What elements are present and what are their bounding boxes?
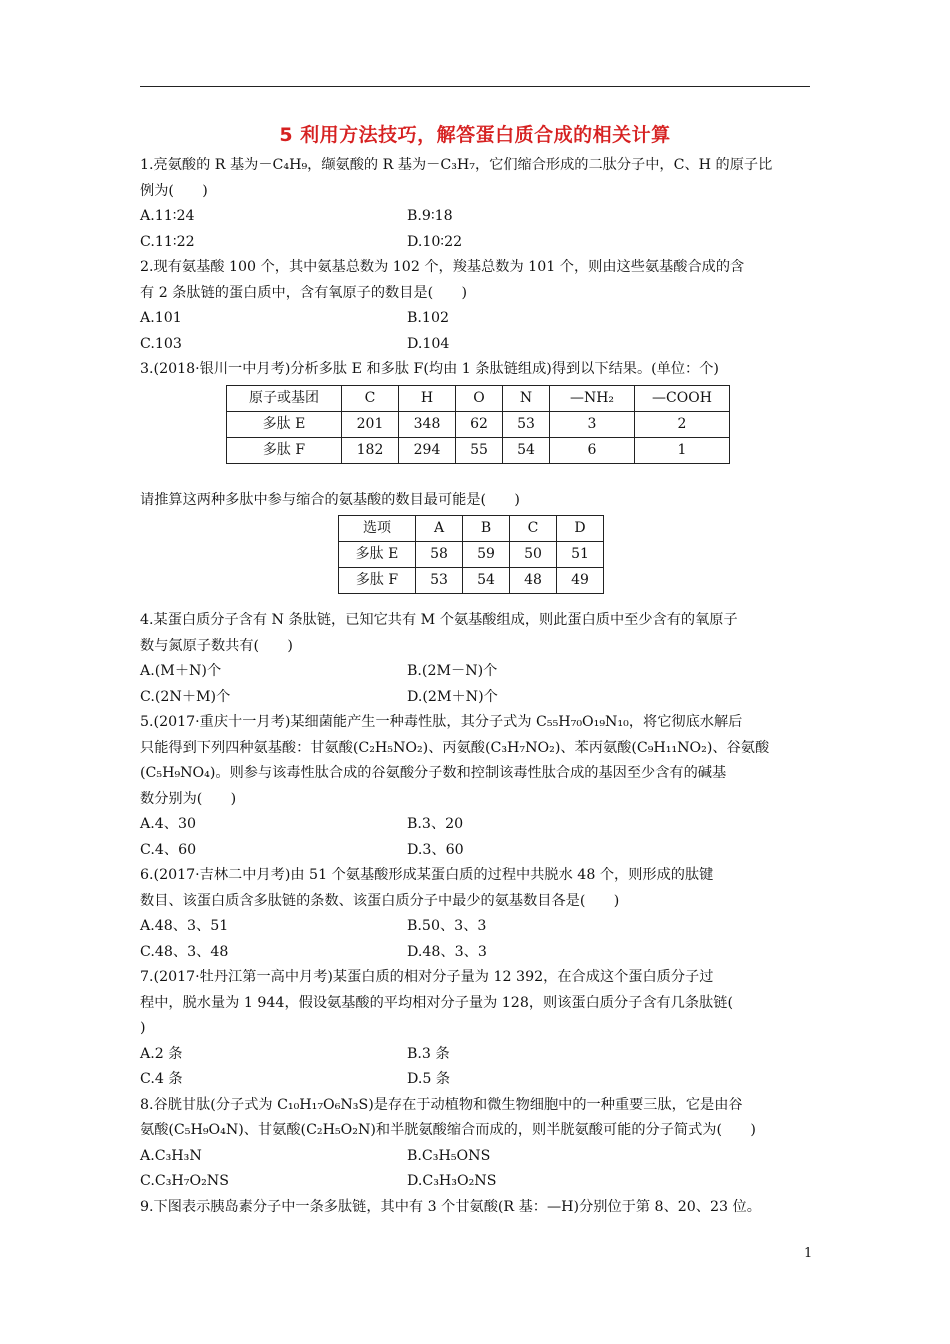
- option-b: B.102: [407, 310, 450, 326]
- table-header-cell: C: [342, 385, 399, 411]
- option-b: B.(2M－N)个: [407, 663, 498, 679]
- table-header-cell: 选项: [339, 516, 416, 542]
- spacer: [140, 464, 812, 488]
- answer-options-table: [338, 515, 604, 594]
- option-c: C.4、60: [140, 841, 197, 858]
- question-2-stem-2: 有 2 条肽链的蛋白质中，含有氧原子的数目是( ): [140, 284, 468, 301]
- option-c: C.(2N＋M)个: [140, 688, 231, 705]
- option-b: B.C₃H₅ONS: [407, 1147, 491, 1164]
- table-row: [339, 568, 604, 594]
- table-cell: 54: [503, 437, 550, 463]
- question-2: [140, 255, 812, 357]
- table-cell: 59: [463, 542, 510, 568]
- question-3: [140, 357, 812, 608]
- question-7: [140, 965, 812, 1093]
- question-5-options: [140, 812, 812, 863]
- question-1: [140, 153, 812, 255]
- table-cell: 49: [557, 568, 604, 594]
- question-2-stem-1: 2.现有氨基酸 100 个，其中氨基总数为 102 个，羧基总数为 101 个，则由这些氨基酸合成的含: [140, 259, 745, 275]
- table-row: [227, 437, 730, 463]
- table-cell: 55: [456, 437, 503, 463]
- table-cell: 50: [510, 542, 557, 568]
- table-cell: 53: [416, 568, 463, 594]
- option-d: D.3、60: [407, 841, 464, 858]
- question-5-stem-3: (C₅H₉NO₄)。则参与该毒性肽合成的谷氨酸分子数和控制该毒性肽合成的基因至少含有的碱基: [140, 765, 727, 781]
- option-a: A.101: [140, 310, 182, 326]
- question-7-stem-3: ): [140, 1020, 146, 1036]
- table-cell: 多肽 E: [227, 411, 342, 437]
- option-b: B.3 条: [407, 1045, 450, 1062]
- table-header-cell: B: [463, 516, 510, 542]
- table-header-cell: N: [503, 385, 550, 411]
- option-b: B.50、3、3: [407, 918, 487, 934]
- question-7-options: [140, 1042, 812, 1093]
- composition-table: [226, 385, 730, 464]
- question-3-stem-2: 请推算这两种多肽中参与缩合的氨基酸的数目最可能是( ): [140, 491, 520, 508]
- table-cell: 348: [399, 411, 456, 437]
- option-a: A.2 条: [140, 1045, 183, 1062]
- question-6: [140, 863, 812, 965]
- question-5: [140, 710, 812, 863]
- table-cell: 3: [550, 411, 635, 437]
- table-cell: 51: [557, 542, 604, 568]
- option-a: A.48、3、51: [140, 918, 229, 934]
- question-3-stem-1: 3.(2018·银川一中月考)分析多肽 E 和多肽 F(均由 1 条肽链组成)得到以下结果。(单位：个): [140, 361, 719, 377]
- option-a: A.4、30: [140, 816, 197, 832]
- table-header-cell: A: [416, 516, 463, 542]
- question-8-stem-1: 8.谷胱甘肽(分子式为 C₁₀H₁₇O₆N₃S)是存在于动植物和微生物细胞中的一种重要三肽，它是由谷: [140, 1096, 743, 1113]
- question-4: [140, 608, 812, 710]
- table-header-cell: —NH₂: [550, 385, 635, 411]
- question-9-stem-1: 9.下图表示胰岛素分子中一条多肽链，其中有 3 个甘氨酸(R 基：—H)分别位于第 8、20、23 位。: [140, 1198, 761, 1215]
- option-c: C.4 条: [140, 1071, 183, 1087]
- question-body: [140, 153, 812, 1220]
- table-cell: 多肽 F: [227, 437, 342, 463]
- option-d: D.C₃H₃O₂NS: [407, 1173, 497, 1189]
- question-5-stem-2: 只能得到下列四种氨基酸：甘氨酸(C₂H₅NO₂)、丙氨酸(C₃H₇NO₂)、苯丙氨酸(C₉H₁₁NO₂)、谷氨酸: [140, 739, 770, 756]
- question-8-options: [140, 1144, 812, 1195]
- option-c: C.11∶22: [140, 233, 195, 250]
- question-6-stem-2: 数目、该蛋白质含多肽链的条数、该蛋白质分子中最少的氨基数目各是( ): [140, 892, 620, 909]
- question-1-stem-1: 1.亮氨酸的 R 基为－C₄H₉，缬氨酸的 R 基为－C₃H₇，它们缩合形成的二肽分子中，C、H 的原子比: [140, 157, 773, 173]
- option-a: A.(M＋N)个: [140, 663, 222, 679]
- question-1-options: [140, 204, 812, 255]
- question-5-stem-4: 数分别为( ): [140, 790, 237, 807]
- table-header-row: [227, 385, 730, 411]
- question-8-stem-2: 氨酸(C₅H₉O₄N)、甘氨酸(C₂H₅O₂N)和半胱氨酸缩合而成的，则半胱氨酸可能的分子简式为( ): [140, 1122, 756, 1138]
- table-cell: 6: [550, 437, 635, 463]
- question-7-stem-1: 7.(2017·牡丹江第一高中月考)某蛋白质的相对分子量为 12 392，在合成这个蛋白质分子过: [140, 969, 714, 985]
- table-cell: 多肽 F: [339, 568, 416, 594]
- table-cell: 53: [503, 411, 550, 437]
- table-header-cell: —COOH: [635, 385, 730, 411]
- option-d: D.10∶22: [407, 233, 463, 250]
- option-b: B.9∶18: [407, 208, 453, 224]
- question-8: [140, 1093, 812, 1195]
- table-cell: 54: [463, 568, 510, 594]
- table-cell: 182: [342, 437, 399, 463]
- question-4-options: [140, 659, 812, 710]
- table-cell: 1: [635, 437, 730, 463]
- table-row: [339, 542, 604, 568]
- table-header-cell: 原子或基团: [227, 385, 342, 411]
- table-header-cell: H: [399, 385, 456, 411]
- option-d: D.(2M＋N)个: [407, 688, 498, 705]
- table-header-cell: C: [510, 516, 557, 542]
- spacer: [140, 594, 812, 608]
- question-7-stem-2: 程中，脱水量为 1 944，假设氨基酸的平均相对分子量为 128，则该蛋白质分子含有几条肽链(: [140, 994, 734, 1011]
- table-cell: 201: [342, 411, 399, 437]
- question-1-stem-2: 例为( ): [140, 182, 208, 199]
- question-4-stem-1: 4.某蛋白质分子含有 N 条肽链，已知它共有 M 个氨基酸组成，则此蛋白质中至少含有的氧原子: [140, 612, 738, 628]
- table-header-cell: O: [456, 385, 503, 411]
- question-9: [140, 1195, 812, 1221]
- question-5-stem-1: 5.(2017·重庆十一月考)某细菌能产生一种毒性肽，其分子式为 C₅₅H₇₀O₁₉N₁₀，将它彻底水解后: [140, 714, 743, 730]
- table-cell: 58: [416, 542, 463, 568]
- question-6-stem-1: 6.(2017·吉林二中月考)由 51 个氨基酸形成某蛋白质的过程中共脱水 48 个，则形成的肽键: [140, 867, 714, 883]
- table-header-cell: D: [557, 516, 604, 542]
- option-c: C.103: [140, 335, 182, 352]
- question-2-options: [140, 306, 812, 357]
- table-cell: 294: [399, 437, 456, 463]
- question-6-options: [140, 914, 812, 965]
- table-cell: 62: [456, 411, 503, 437]
- option-a: A.11∶24: [140, 208, 195, 224]
- option-c: C.48、3、48: [140, 943, 229, 960]
- option-d: D.104: [407, 335, 450, 352]
- option-c: C.C₃H₇O₂NS: [140, 1173, 229, 1189]
- table-cell: 48: [510, 568, 557, 594]
- option-b: B.3、20: [407, 816, 464, 832]
- header-rule: [140, 86, 810, 87]
- table-cell: 多肽 E: [339, 542, 416, 568]
- page-number: 1: [804, 1246, 813, 1261]
- question-4-stem-2: 数与氮原子数共有( ): [140, 637, 293, 654]
- option-d: D.48、3、3: [407, 943, 487, 960]
- table-row: [227, 411, 730, 437]
- table-header-row: [339, 516, 604, 542]
- page-title: 5 利用方法技巧，解答蛋白质合成的相关计算: [279, 124, 671, 146]
- option-a: A.C₃H₃N: [140, 1147, 202, 1164]
- table-cell: 2: [635, 411, 730, 437]
- option-d: D.5 条: [407, 1071, 451, 1087]
